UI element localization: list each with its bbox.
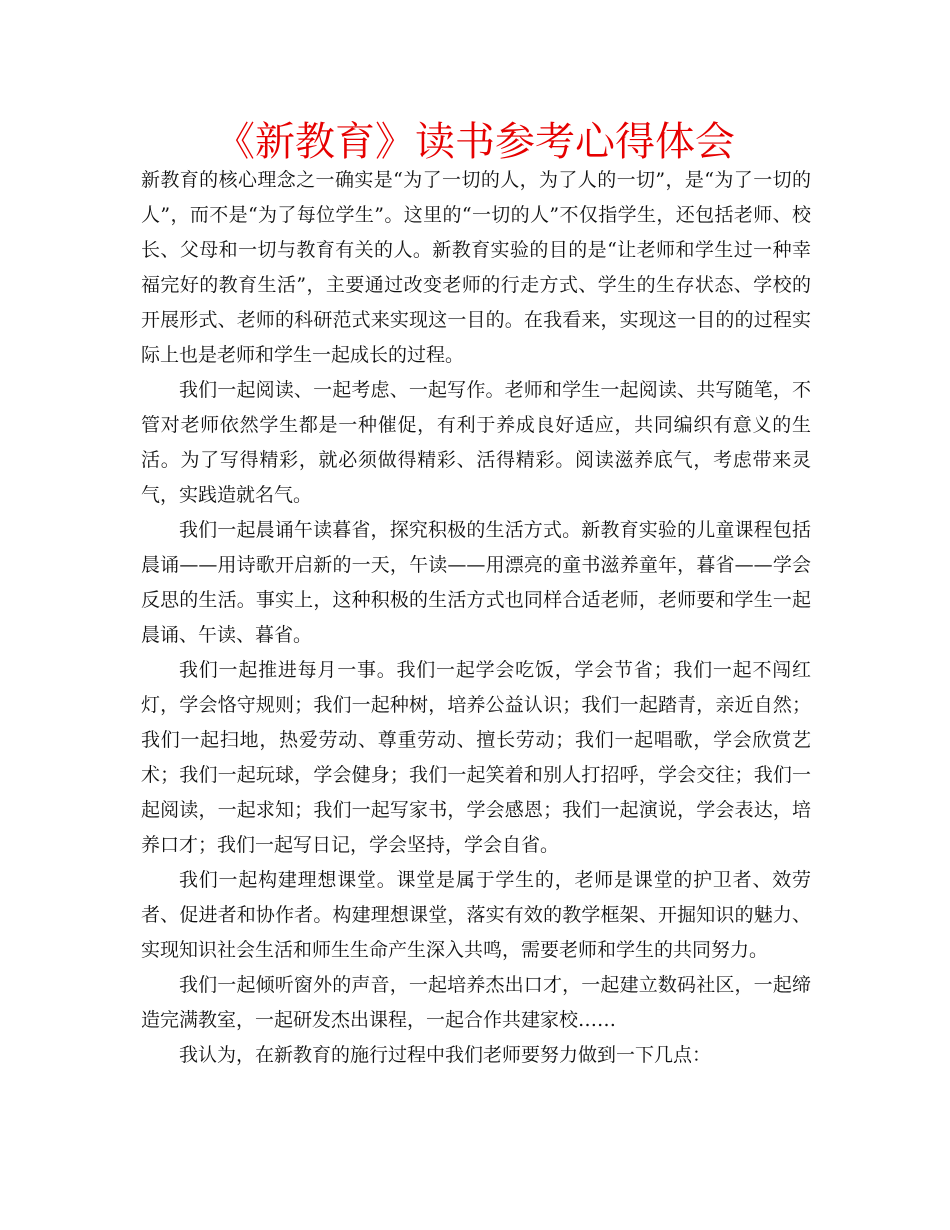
document-body: [141, 163, 811, 1073]
document-title: 《新教育》读书参考心得体会: [215, 119, 735, 165]
paragraph-7: 我认为，在新教育的施行过程中我们老师要努力做到一下几点：: [179, 1044, 712, 1066]
paragraph-6: 我们一起倾听窗外的声音，一起培养杰出口才，一起建立数码社区，一起缔造完满教室，一起研发杰出课程，一起合作共建家校……: [141, 974, 811, 1031]
paragraph-3: 我们一起晨诵午读暮省，探究积极的生活方式。新教育实验的儿童课程包括晨诵——用诗歌开启新的一天，午读——用漂亮的童书滋养童年，暮省——学会反思的生活。事实上，这种积极的生活方式也同样合适老师，老师要和学生一起晨诵、午读、暮省。: [141, 519, 811, 646]
paragraph-4: 我们一起推进每月一事。我们一起学会吃饭，学会节省；我们一起不闯红灯，学会恪守规则；我们一起种树，培养公益认识；我们一起踏青，亲近自然；我们一起扫地，热爱劳动、尊重劳动、擅长劳动；我们一起唱歌，学会欣赏艺术；我们一起玩球，学会健身；我们一起笑着和别人打招呼，学会交往；我们一起阅读，一起求知；我们一起写家书，学会感恩；我们一起演说，学会表达，培养口才；我们一起写日记，学会坚持，学会自省。: [141, 659, 811, 856]
paragraph-5: 我们一起构建理想课堂。课堂是属于学生的，老师是课堂的护卫者、效劳者、促进者和协作者。构建理想课堂，落实有效的教学框架、开掘知识的魅力、实现知识社会生活和师生生命产生深入共鸣，需要老师和学生的共同努力。: [141, 869, 811, 961]
paragraph-1: 新教育的核心理念之一确实是“为了一切的人，为了人的一切”，是“为了一切的人”，而不是“为了每位学生”。这里的“一切的人”不仅指学生，还包括老师、校长、父母和一切与教育有关的人。新教育实验的目的是“让老师和学生过一种幸福完好的教育生活”，主要通过改变老师的行走方式、学生的生存状态、学校的开展形式、老师的科研范式来实现这一目的。在我看来，实现这一目的的过程实际上也是老师和学生一起成长的过程。: [141, 169, 811, 366]
paragraph-2: 我们一起阅读、一起考虑、一起写作。老师和学生一起阅读、共写随笔，不管对老师依然学生都是一种催促，有利于养成良好适应，共同编织有意义的生活。为了写得精彩，就必须做得精彩、活得精彩。阅读滋养底气，考虑带来灵气，实践造就名气。: [141, 379, 811, 506]
